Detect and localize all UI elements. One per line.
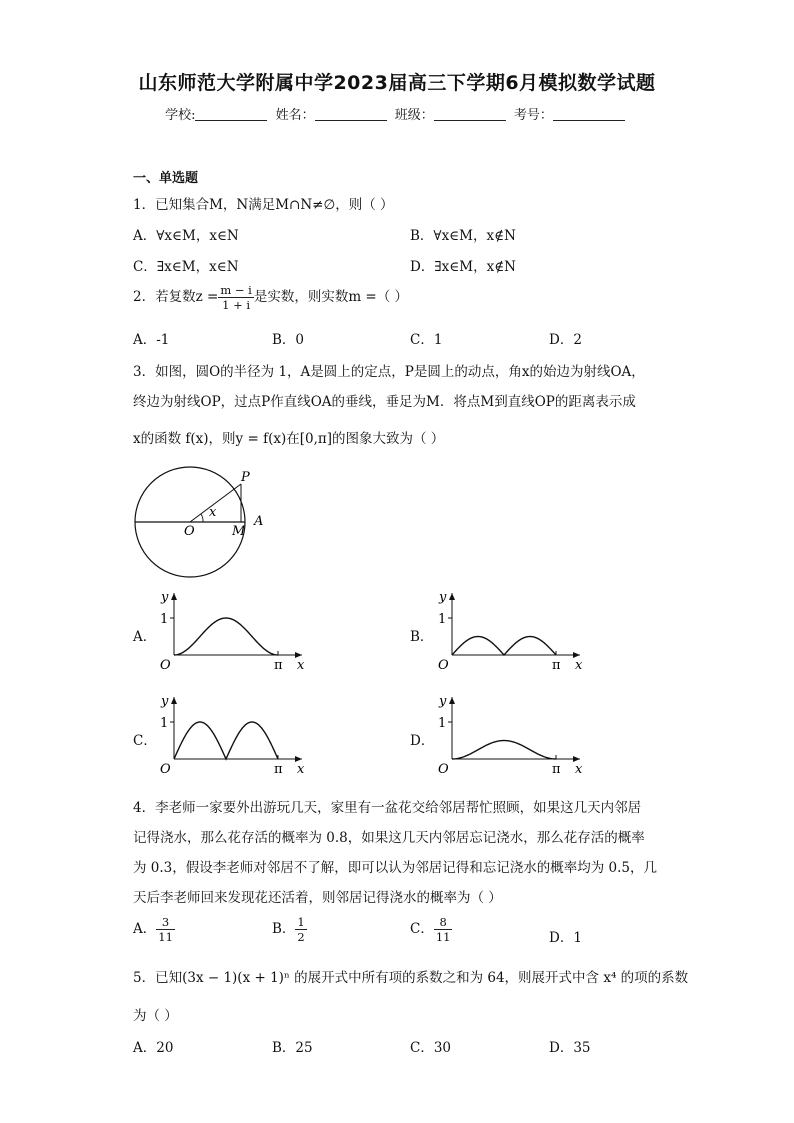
q2-option-c: C．1 <box>410 332 443 348</box>
origin-label: O <box>438 762 449 777</box>
axis-label-y: y <box>439 590 447 605</box>
q1-option-a: A．∀x∈M，x∈N <box>133 228 239 244</box>
tick-label-one: 1 <box>438 612 447 627</box>
q2-option-b: B．0 <box>272 332 305 348</box>
q4-b-den: 2 <box>297 930 305 944</box>
question-5-line-2: 为（ ） <box>133 1008 178 1024</box>
student-info-line <box>0 104 794 123</box>
q3-option-c-label: C． <box>133 733 157 749</box>
tick-label-pi: π <box>274 658 283 673</box>
question-2-stem <box>133 283 408 312</box>
label-o: O <box>184 524 195 539</box>
question-4-line-4: 天后李老师回来发现花还活着，则邻居记得浇水的概率为（ ） <box>133 890 502 906</box>
name-blank[interactable] <box>315 107 387 121</box>
axis-label-y: y <box>161 590 169 605</box>
graph-option-d <box>430 687 590 779</box>
q4-option-a-label: A． <box>133 921 157 937</box>
q4-option-b-fraction <box>295 915 306 944</box>
q2-frac-den: 1 + i <box>222 298 251 312</box>
section-heading: 一、单选题 <box>133 171 199 186</box>
axis-label-x: x <box>297 762 305 777</box>
label-angle-x: x <box>209 505 217 520</box>
name-label: 姓名： <box>275 108 315 123</box>
function-curve <box>174 618 278 655</box>
label-a: A <box>254 514 264 529</box>
q3-option-a-label: A． <box>133 629 157 645</box>
class-blank[interactable] <box>434 107 506 121</box>
number-label: 考号： <box>513 108 553 123</box>
q4-option-c <box>410 915 452 944</box>
question-3-line-1: 3．如图，圆O的半径为 1，A是圆上的定点，P是圆上的动点，角x的始边为射线OA， <box>133 364 645 380</box>
q3-option-d-label: D． <box>410 733 435 749</box>
graph-option-a <box>152 583 312 675</box>
school-label: 学校: <box>165 108 196 123</box>
label-m: M <box>232 524 246 539</box>
q4-option-d: D．1 <box>549 930 582 946</box>
y-axis-arrow <box>171 593 177 600</box>
q4-c-den: 11 <box>435 930 451 944</box>
circle-figure <box>128 465 268 580</box>
function-curve <box>452 741 556 760</box>
q3-option-b-label: B． <box>410 629 434 645</box>
q1-option-d: D．∃x∈M，x∉N <box>410 259 516 275</box>
class-label: 班级： <box>394 108 434 123</box>
q5-option-d: D．35 <box>549 1040 591 1056</box>
q4-c-num: 8 <box>434 915 453 930</box>
graph-option-b <box>430 583 590 675</box>
tick-label-pi: π <box>274 762 283 777</box>
q4-option-a <box>133 915 175 944</box>
function-curve <box>174 722 278 759</box>
label-p: P <box>241 470 250 485</box>
q2-option-a: A．-1 <box>133 332 170 348</box>
q2-frac-num: m − i <box>220 283 252 297</box>
q5-option-c: C．30 <box>410 1040 452 1056</box>
question-3-line-2: 终边为射线OP，过点P作直线OA的垂线，垂足为M．将点M到直线OP的距离表示成 <box>133 394 636 410</box>
origin-label: O <box>160 658 171 673</box>
q2-fraction <box>218 283 254 312</box>
question-4-line-3: 为 0.3，假设李老师对邻居不了解，即可以认为邻居记得和忘记浇水的概率均为 0.5，几 <box>133 860 658 876</box>
q1-option-c: C．∃x∈M，x∈N <box>133 259 239 275</box>
origin-label: O <box>160 762 171 777</box>
tick-label-one: 1 <box>160 612 169 627</box>
y-axis-arrow <box>449 593 455 600</box>
q2-stem-post: 是实数，则实数m =（ ） <box>253 289 409 305</box>
q4-a-num: 3 <box>156 915 175 930</box>
question-3-line-3: x的函数 f(x)，则y = f(x)在[0,π]的图象大致为（ ） <box>133 431 445 447</box>
axis-label-y: y <box>439 694 447 709</box>
axis-label-x: x <box>575 762 583 777</box>
axis-label-x: x <box>297 658 305 673</box>
school-blank[interactable] <box>195 107 267 121</box>
angle-arc <box>201 514 203 522</box>
q2-stem-pre: 2．若复数z = <box>133 289 219 305</box>
question-4-line-2: 记得浇水，那么花存活的概率为 0.8，如果这几天内邻居忘记浇水，那么花存活的概率 <box>133 830 645 846</box>
q4-option-b <box>272 915 307 944</box>
tick-label-pi: π <box>552 762 561 777</box>
q4-b-num: 1 <box>297 915 305 929</box>
question-5-line-1: 5．已知(3x − 1)(x + 1)ⁿ 的展开式中所有项的系数之和为 64，则展开式中含 x⁴ 的项的系数 <box>133 970 689 986</box>
y-axis-arrow <box>449 697 455 704</box>
q5-option-b: B．25 <box>272 1040 313 1056</box>
q4-option-b-label: B． <box>272 921 296 937</box>
axis-label-y: y <box>161 694 169 709</box>
origin-label: O <box>438 658 449 673</box>
number-blank[interactable] <box>553 107 625 121</box>
tick-label-pi: π <box>552 658 561 673</box>
q5-option-a: A．20 <box>133 1040 174 1056</box>
q4-option-a-fraction <box>156 915 175 944</box>
question-1-stem: 1．已知集合M，N满足M∩N≠∅，则（ ） <box>133 197 394 213</box>
axis-label-x: x <box>575 658 583 673</box>
q4-a-den: 11 <box>158 930 173 944</box>
tick-label-one: 1 <box>160 716 169 731</box>
graph-option-c <box>152 687 312 779</box>
y-axis-arrow <box>171 697 177 704</box>
tick-label-one: 1 <box>438 716 447 731</box>
q4-option-c-label: C． <box>410 921 434 937</box>
question-4-line-1: 4．李老师一家要外出游玩几天，家里有一盆花交给邻居帮忙照顾，如果这几天内邻居 <box>133 800 642 816</box>
page-title: 山东师范大学附属中学2023届高三下学期6月模拟数学试题 <box>138 72 656 94</box>
q2-option-d: D．2 <box>549 332 582 348</box>
function-curve <box>452 637 556 656</box>
q1-option-b: B．∀x∈M，x∉N <box>410 228 516 244</box>
q4-option-c-fraction <box>434 915 453 944</box>
